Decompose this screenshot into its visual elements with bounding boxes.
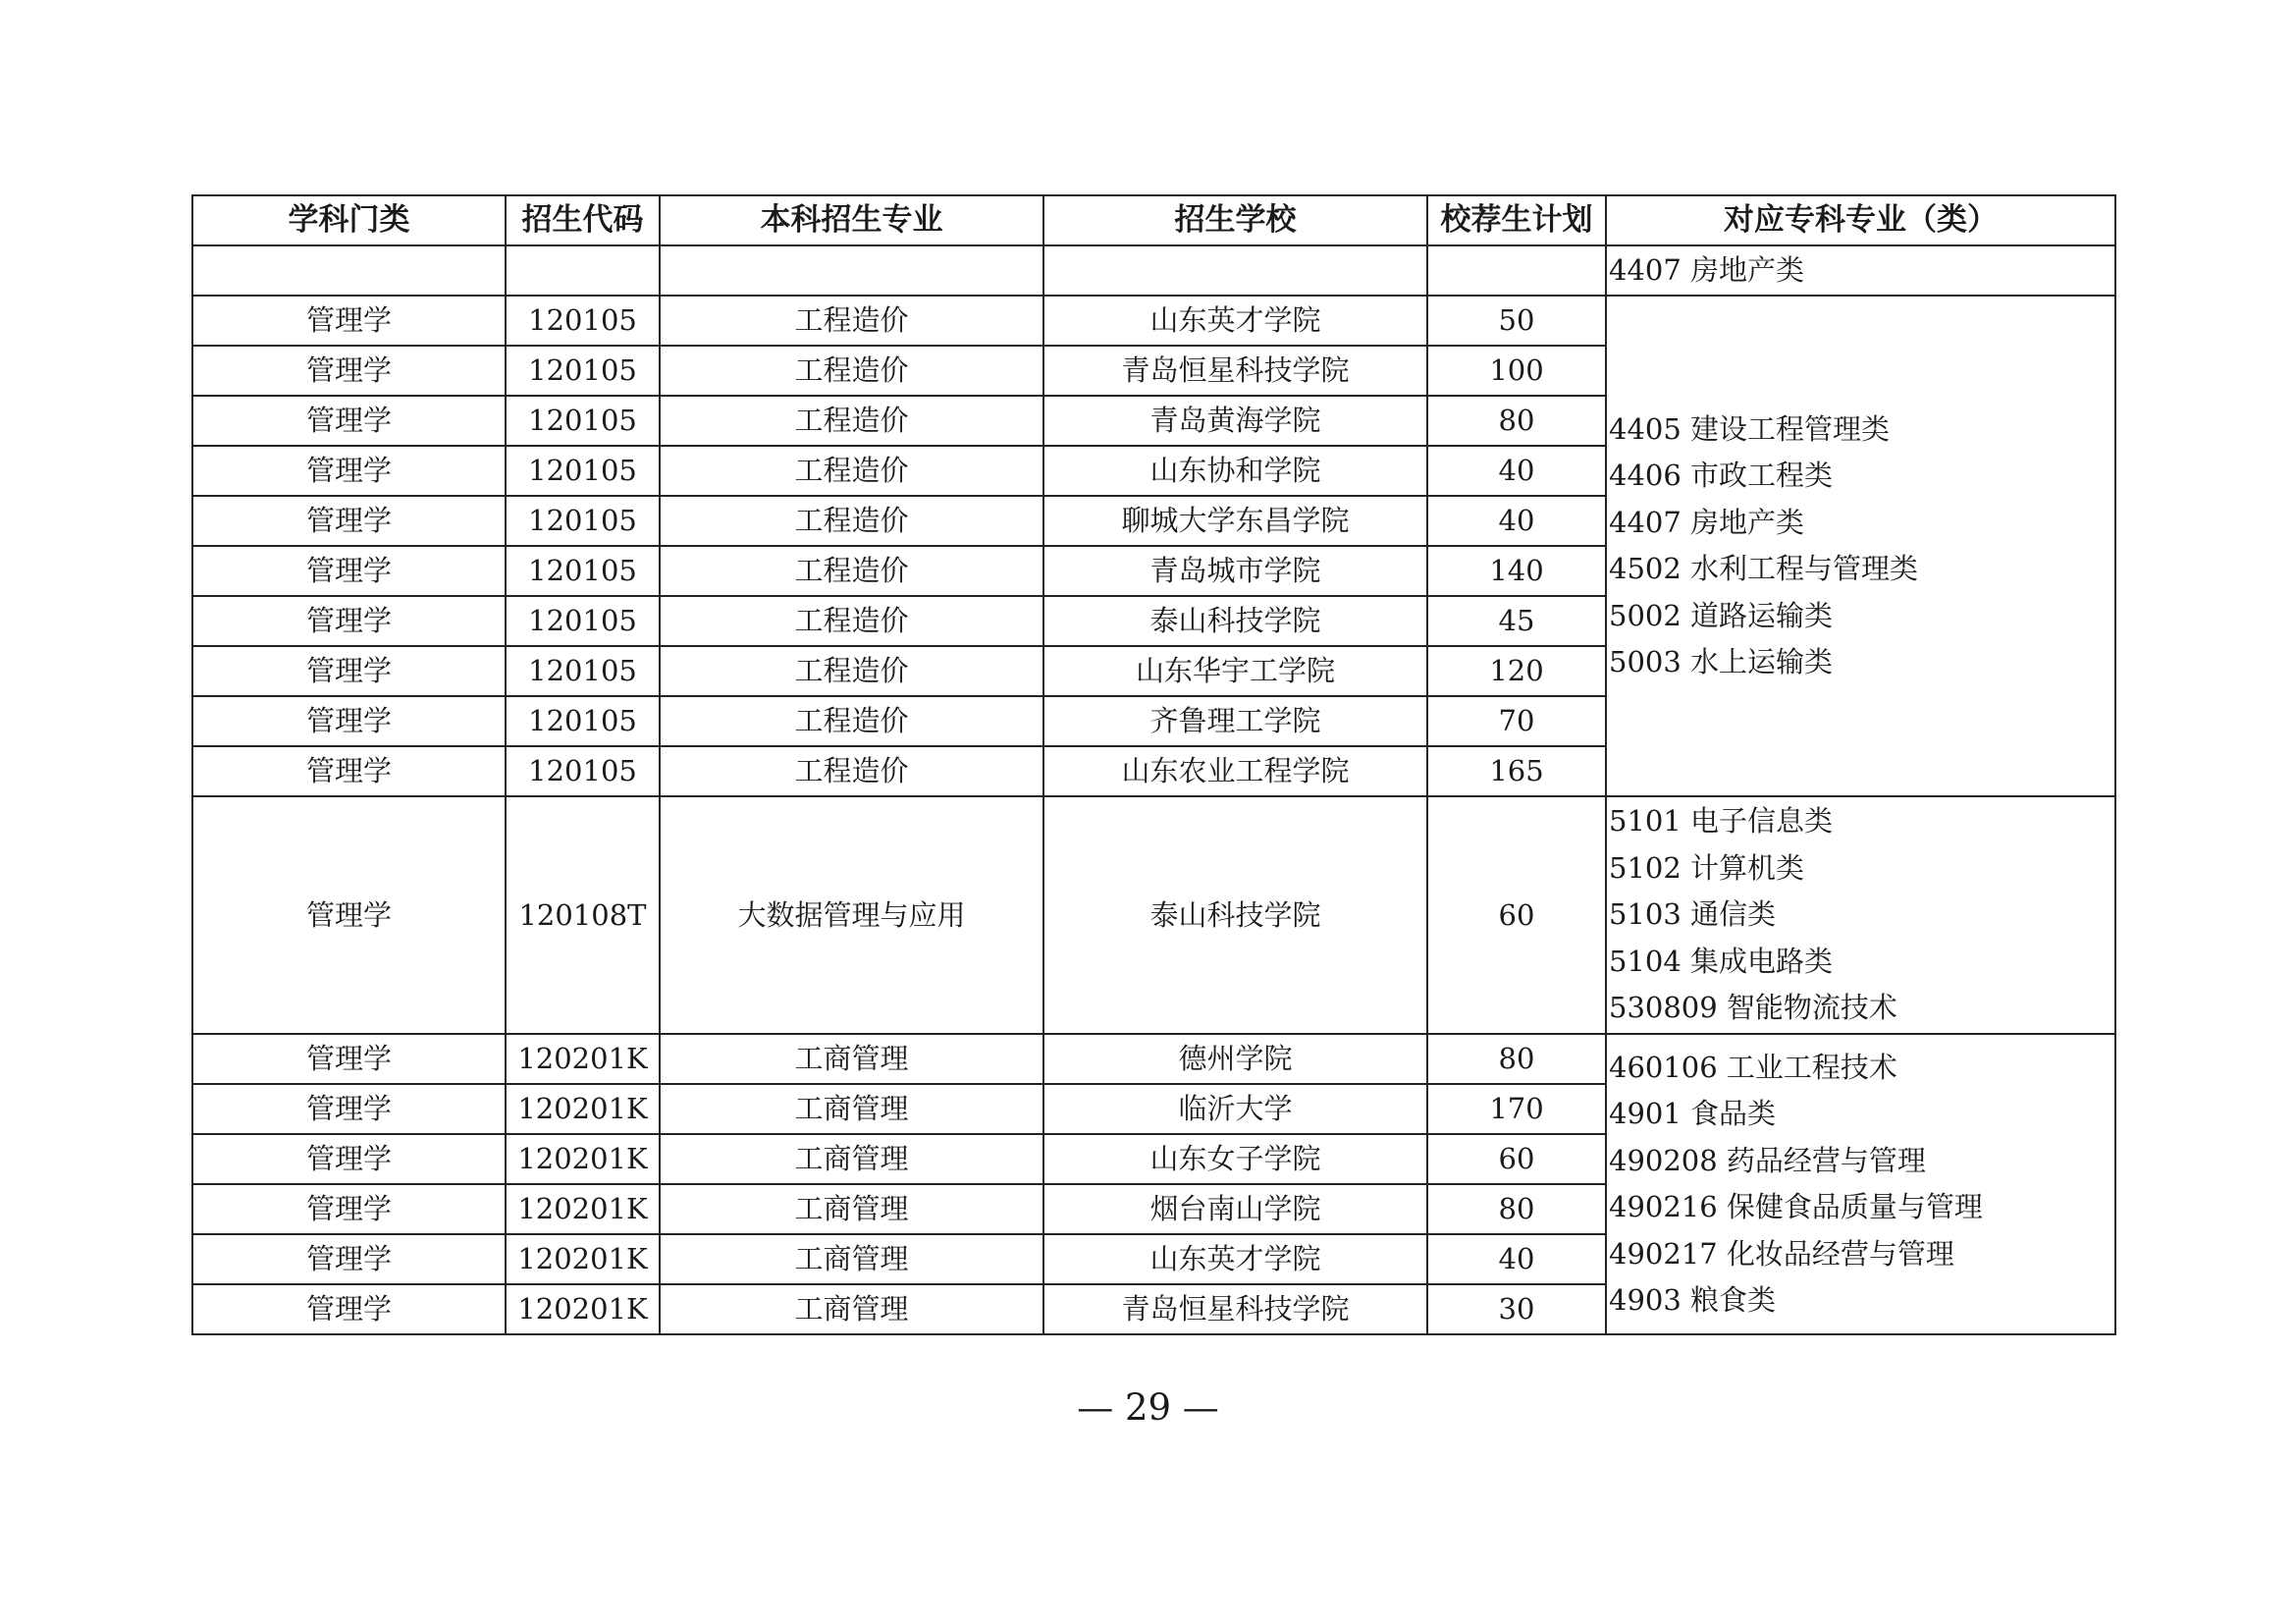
cell-plan: 170 (1427, 1084, 1606, 1134)
cell-major (660, 245, 1043, 296)
cell-category: 管理学 (192, 546, 506, 596)
cell-category: 管理学 (192, 346, 506, 396)
cell-major: 工商管理 (660, 1284, 1043, 1334)
cell-major: 工程造价 (660, 346, 1043, 396)
cell-category: 管理学 (192, 1034, 506, 1084)
cell-plan (1427, 245, 1606, 296)
cell-category: 管理学 (192, 1184, 506, 1234)
table-row (192, 1034, 2115, 1084)
cell-category: 管理学 (192, 1234, 506, 1284)
cell-code (506, 245, 660, 296)
cell-plan: 30 (1427, 1284, 1606, 1334)
cell-major: 工程造价 (660, 296, 1043, 346)
cell-school: 山东英才学院 (1043, 1234, 1427, 1284)
cell-plan: 120 (1427, 646, 1606, 696)
cell-plan: 80 (1427, 1184, 1606, 1234)
cell-category: 管理学 (192, 1284, 506, 1334)
cell-code: 120105 (506, 346, 660, 396)
cell-category (192, 245, 506, 296)
cell-school: 临沂大学 (1043, 1084, 1427, 1134)
cell-category: 管理学 (192, 796, 506, 1034)
cell-category: 管理学 (192, 496, 506, 546)
cell-school: 青岛黄海学院 (1043, 396, 1427, 446)
table-header-row (192, 195, 2115, 245)
cell-category: 管理学 (192, 746, 506, 796)
cell-major: 工商管理 (660, 1234, 1043, 1284)
cell-school: 山东农业工程学院 (1043, 746, 1427, 796)
cell-major: 工程造价 (660, 746, 1043, 796)
cell-major: 工商管理 (660, 1034, 1043, 1084)
cell-school: 山东华宇工学院 (1043, 646, 1427, 696)
cell-corresponding-group-0 (1606, 245, 2115, 296)
cell-code: 120201K (506, 1134, 660, 1184)
corresponding-item: 4406 市政工程类 (1609, 459, 1834, 492)
cell-school: 齐鲁理工学院 (1043, 696, 1427, 746)
cell-code: 120201K (506, 1034, 660, 1084)
cell-code: 120105 (506, 546, 660, 596)
cell-plan: 60 (1427, 796, 1606, 1034)
cell-major: 工商管理 (660, 1134, 1043, 1184)
cell-school: 山东英才学院 (1043, 296, 1427, 346)
cell-code: 120201K (506, 1084, 660, 1134)
cell-plan: 40 (1427, 1234, 1606, 1284)
cell-school (1043, 245, 1427, 296)
cell-corresponding-group-3 (1606, 1034, 2115, 1334)
cell-code: 120201K (506, 1284, 660, 1334)
header-plan: 校荐生计划 (1427, 195, 1606, 245)
corresponding-item: 4405 建设工程管理类 (1609, 411, 1891, 446)
corresponding-item: 490217 化妆品经营与管理 (1609, 1236, 1954, 1271)
cell-code: 120105 (506, 396, 660, 446)
cell-code: 120201K (506, 1234, 660, 1284)
cell-corresponding-group-2 (1606, 796, 2115, 1034)
cell-code: 120105 (506, 746, 660, 796)
cell-code: 120201K (506, 1184, 660, 1234)
cell-category: 管理学 (192, 396, 506, 446)
cell-code: 120105 (506, 296, 660, 346)
header-corresponding: 对应专科专业（类） (1606, 195, 2115, 245)
cell-major: 工程造价 (660, 596, 1043, 646)
corresponding-item: 5102 计算机类 (1609, 850, 1805, 885)
cell-code: 120105 (506, 696, 660, 746)
cell-plan: 100 (1427, 346, 1606, 396)
enrollment-table (191, 194, 2116, 1335)
cell-category: 管理学 (192, 1084, 506, 1134)
cell-plan: 140 (1427, 546, 1606, 596)
corresponding-item: 4502 水利工程与管理类 (1609, 552, 1919, 585)
corresponding-item: 4407 房地产类 (1609, 505, 1805, 539)
corresponding-item: 5003 水上运输类 (1609, 645, 1834, 678)
cell-major: 工程造价 (660, 496, 1043, 546)
corresponding-item: 530809 智能物流技术 (1609, 991, 1897, 1025)
header-category: 学科门类 (192, 195, 506, 245)
cell-plan: 40 (1427, 446, 1606, 496)
corresponding-item: 5103 通信类 (1609, 897, 1777, 932)
table-row (192, 245, 2115, 296)
cell-plan: 50 (1427, 296, 1606, 346)
corresponding-item: 5002 道路运输类 (1609, 598, 1834, 632)
cell-school: 德州学院 (1043, 1034, 1427, 1084)
cell-school: 泰山科技学院 (1043, 796, 1427, 1034)
cell-school: 山东女子学院 (1043, 1134, 1427, 1184)
cell-category: 管理学 (192, 696, 506, 746)
cell-school: 泰山科技学院 (1043, 596, 1427, 646)
corresponding-item: 4903 粮食类 (1609, 1283, 1777, 1317)
cell-plan: 45 (1427, 596, 1606, 646)
cell-major: 工程造价 (660, 646, 1043, 696)
header-major: 本科招生专业 (660, 195, 1043, 245)
cell-major: 工程造价 (660, 546, 1043, 596)
cell-category: 管理学 (192, 296, 506, 346)
cell-plan: 70 (1427, 696, 1606, 746)
cell-code: 120108T (506, 796, 660, 1034)
cell-major: 工程造价 (660, 446, 1043, 496)
cell-category: 管理学 (192, 646, 506, 696)
corresponding-item: 490208 药品经营与管理 (1609, 1143, 1926, 1177)
header-school: 招生学校 (1043, 195, 1427, 245)
cell-plan: 80 (1427, 396, 1606, 446)
header-code: 招生代码 (506, 195, 660, 245)
cell-major: 工程造价 (660, 696, 1043, 746)
cell-major: 工商管理 (660, 1184, 1043, 1234)
corresponding-item: 4407 房地产类 (1609, 252, 1805, 287)
cell-plan: 80 (1427, 1034, 1606, 1084)
cell-code: 120105 (506, 446, 660, 496)
corresponding-item: 490216 保健食品质量与管理 (1609, 1190, 1983, 1223)
cell-school: 青岛城市学院 (1043, 546, 1427, 596)
cell-code: 120105 (506, 496, 660, 546)
cell-category: 管理学 (192, 1134, 506, 1184)
cell-major: 工程造价 (660, 396, 1043, 446)
cell-category: 管理学 (192, 596, 506, 646)
cell-school: 烟台南山学院 (1043, 1184, 1427, 1234)
cell-school: 聊城大学东昌学院 (1043, 496, 1427, 546)
page-number: — 29 — (1077, 1386, 1219, 1429)
cell-corresponding-group-1 (1606, 296, 2115, 796)
cell-plan: 40 (1427, 496, 1606, 546)
cell-school: 山东协和学院 (1043, 446, 1427, 496)
table-row (192, 296, 2115, 346)
corresponding-item: 5101 电子信息类 (1609, 804, 1834, 839)
table-row (192, 796, 2115, 1034)
cell-category: 管理学 (192, 446, 506, 496)
cell-plan: 165 (1427, 746, 1606, 796)
corresponding-item: 5104 集成电路类 (1609, 944, 1834, 978)
corresponding-item: 460106 工业工程技术 (1609, 1050, 1897, 1084)
cell-plan: 60 (1427, 1134, 1606, 1184)
cell-school: 青岛恒星科技学院 (1043, 346, 1427, 396)
cell-school: 青岛恒星科技学院 (1043, 1284, 1427, 1334)
cell-code: 120105 (506, 646, 660, 696)
cell-code: 120105 (506, 596, 660, 646)
cell-major: 工商管理 (660, 1084, 1043, 1134)
corresponding-item: 4901 食品类 (1609, 1097, 1777, 1130)
cell-major: 大数据管理与应用 (660, 796, 1043, 1034)
